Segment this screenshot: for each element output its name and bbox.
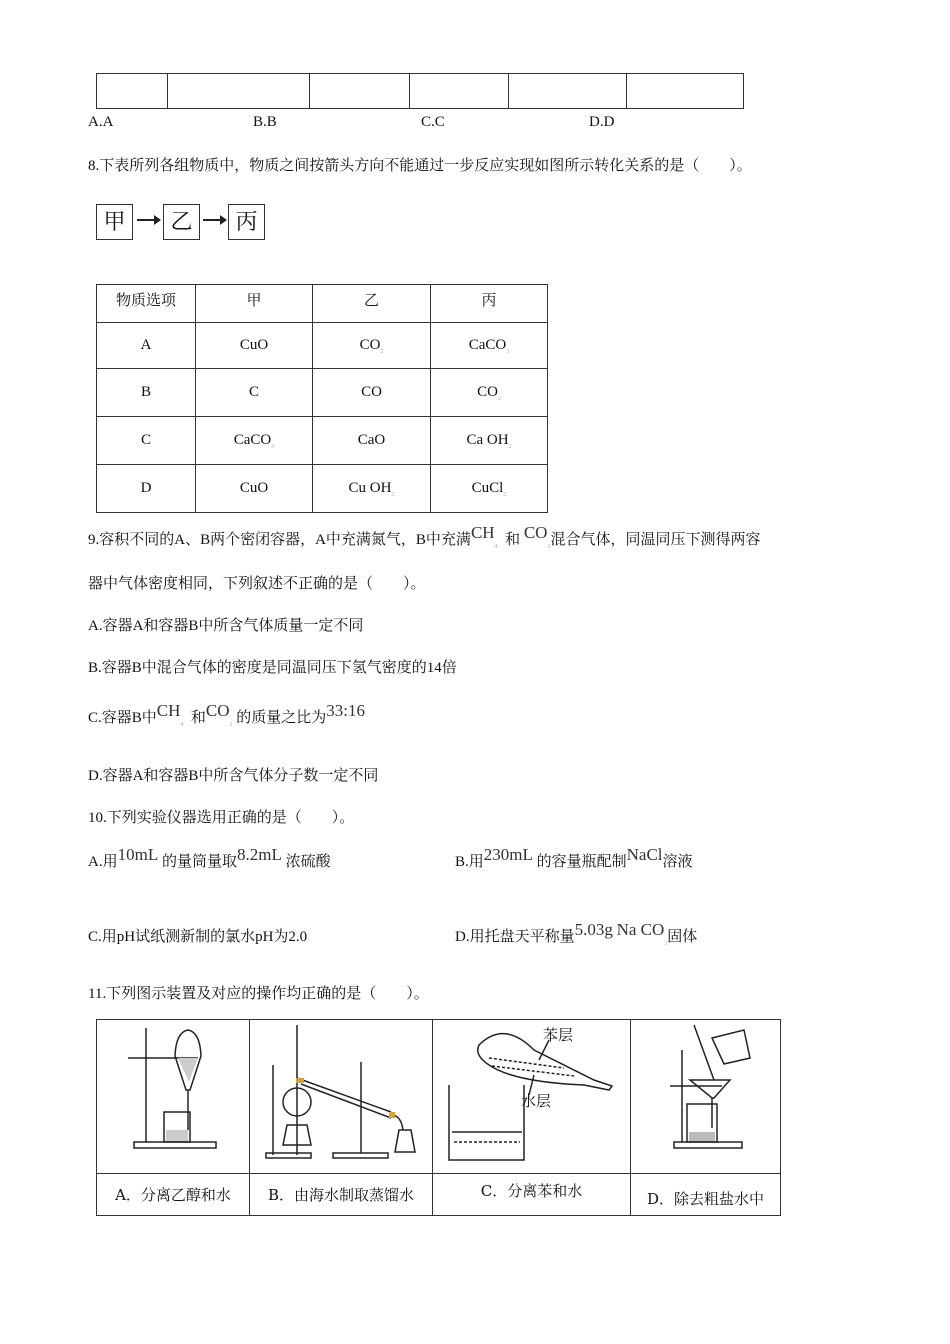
caption-a[interactable]: A．分离乙醇和水: [97, 1174, 250, 1216]
cell: CuO: [196, 465, 313, 513]
diagram-box-jia: 甲: [96, 204, 133, 240]
figure-b-distillation: [250, 1020, 433, 1174]
header-cell: 物质选项: [97, 285, 196, 323]
cell: CuCl$_2$: [431, 465, 548, 513]
q7-table: [96, 73, 744, 109]
q9-stem-line2: 器中气体密度相同，下列叙述不正确的是（ ）。: [88, 576, 426, 592]
q9-option-a[interactable]: A.容器A和容器B中所含气体质量一定不同: [88, 618, 364, 634]
cell: B: [97, 369, 196, 417]
diagram-box-bing: 丙: [228, 204, 265, 240]
q10-option-c[interactable]: C.用pH试纸测新制的氯水pH为2.0: [88, 929, 308, 945]
figure-a-separatory-funnel: [97, 1020, 250, 1174]
cell: Ca $OH_2$: [431, 417, 548, 465]
cell: CaCO$_3$: [431, 323, 548, 369]
cell: C: [97, 417, 196, 465]
arrow-icon: [203, 219, 225, 221]
header-cell: 乙: [313, 285, 431, 323]
q11-stem: 11.下列图示装置及对应的操作均正确的是（ ）。: [88, 986, 429, 1002]
cell: CuO: [196, 323, 313, 369]
q10-option-b[interactable]: B.用230mL 的容量瓶配制NaCl溶液: [455, 845, 693, 870]
q9-stem-line1: 9.容积不同的A、B两个密闭容器，A中充满氮气，B中充满$CH_4$ 和 $CO_2$混合气体，同温同压下测得两容: [88, 523, 761, 550]
q9-option-b[interactable]: B.容器B中混合气体的密度是同温同压下氢气密度的14倍: [88, 660, 457, 676]
q8-table: [96, 284, 548, 513]
q8-stem: 8.下表所列各组物质中，物质之间按箭头方向不能通过一步反应实现如图所示转化关系的是（ ）。: [88, 158, 752, 174]
label-benzene-layer: 苯层: [543, 1026, 574, 1044]
figure-d-filtration: [631, 1020, 781, 1174]
caption-b[interactable]: B．由海水制取蒸馏水: [250, 1174, 433, 1216]
table-row: [97, 369, 548, 417]
caption-c[interactable]: C．分离苯和水: [433, 1174, 631, 1216]
q7-option-d[interactable]: D.D: [589, 114, 615, 130]
cell: D: [97, 465, 196, 513]
cell: CaCO$_3$: [196, 417, 313, 465]
table-row: [97, 323, 548, 369]
q10-option-a[interactable]: A.用10mL 的量筒量取8.2mL 浓硫酸: [88, 845, 331, 870]
label-water-layer: 水层: [521, 1092, 552, 1110]
cell: C: [196, 369, 313, 417]
table-row: [97, 465, 548, 513]
arrow-icon: [137, 219, 159, 221]
cell: CaO: [313, 417, 431, 465]
q11-table: [96, 1019, 781, 1216]
q7-option-a[interactable]: A.A: [88, 114, 114, 130]
cell: $CO_2$: [431, 369, 548, 417]
q9-option-d[interactable]: D.容器A和容器B中所含气体分子数一定不同: [88, 768, 379, 784]
table-row: [97, 417, 548, 465]
cell: CO: [313, 369, 431, 417]
cell: $CO_2$: [313, 323, 431, 369]
q9-option-c[interactable]: C.容器B中$CH_4$ 和$CO_2$ 的质量之比为33:16: [88, 701, 366, 728]
q7-option-c[interactable]: C.C: [421, 114, 445, 130]
header-cell: 甲: [196, 285, 313, 323]
cell: Cu $OH_2$: [313, 465, 431, 513]
diagram-box-yi: 乙: [163, 204, 200, 240]
cell: A: [97, 323, 196, 369]
header-cell: 丙: [431, 285, 548, 323]
figure-c-separation: [433, 1020, 631, 1174]
q10-stem: 10.下列实验仪器选用正确的是（ ）。: [88, 810, 355, 826]
caption-d[interactable]: D．除去粗盐水中: [631, 1174, 781, 1216]
q10-option-d[interactable]: D.用托盘天平称量5.03g Na $CO_3$固体: [455, 920, 698, 947]
q7-option-b[interactable]: B.B: [253, 114, 277, 130]
